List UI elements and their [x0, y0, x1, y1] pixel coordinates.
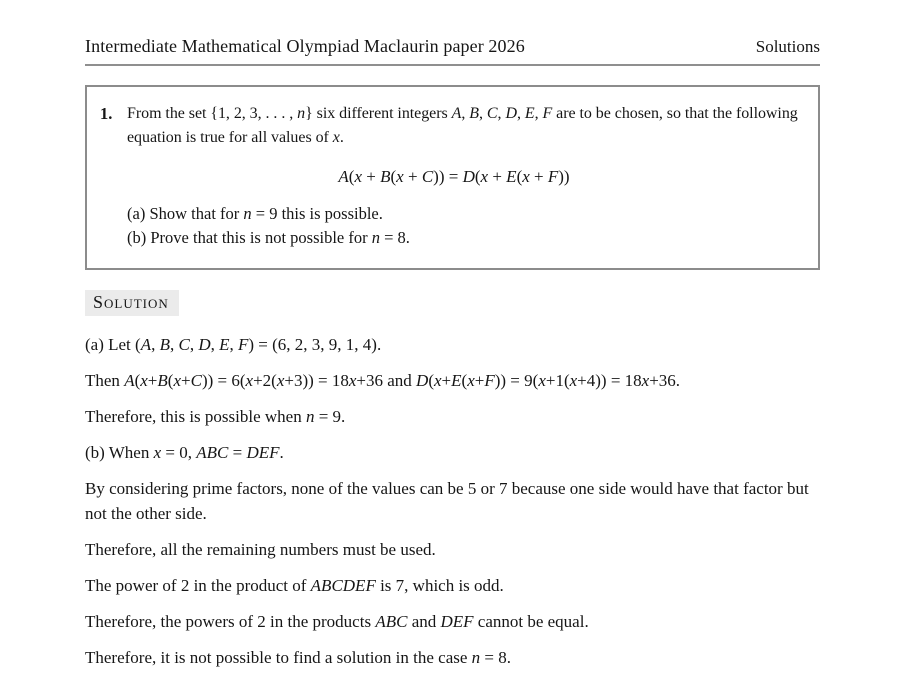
solution-paragraph-9: Therefore, it is not possible to find a solution in the case n = 8.: [85, 648, 512, 667]
problem-statement: From the set {1, 2, 3, . . . , n} six different integers A, B, C, D, E, F are to be chosen, so that the following equation is true for all values of x.: [127, 105, 798, 146]
solution-heading: [85, 290, 179, 316]
problem-part-a: (a) Show that for n = 9 this is possible.: [127, 204, 383, 223]
solution-paragraph-6: Therefore, all the remaining numbers must be used.: [85, 540, 436, 559]
solution-paragraph-4: (b) When x = 0, ABC = DEF.: [85, 443, 284, 462]
solution-paragraph-5: By considering prime factors, none of the values can be 5 or 7 because one side would have that factor but not the other side.: [85, 479, 809, 523]
problem-equation: A(x + B(x + C)) = D(x + E(x + F)): [338, 167, 570, 186]
solution-paragraph-2: Then A(x+B(x+C)) = 6(x+2(x+3)) = 18x+36 and D(x+E(x+F)) = 9(x+1(x+4)) = 18x+36.: [85, 371, 681, 390]
solutions-label: Solutions: [755, 37, 820, 56]
problem-part-b: (b) Prove that this is not possible for n = 8.: [127, 228, 410, 247]
problem-parts: [127, 202, 808, 250]
problem-box: [85, 85, 820, 270]
page-header: [85, 36, 820, 66]
solution-paragraph-7: The power of 2 in the product of ABCDEF is 7, which is odd.: [85, 576, 504, 595]
solution-paragraph-1: (a) Let (A, B, C, D, E, F) = (6, 2, 3, 9, 1, 4).: [85, 335, 382, 354]
solution-heading-label: Solution: [93, 292, 169, 312]
solution-paragraph-8: Therefore, the powers of 2 in the products ABC and DEF cannot be equal.: [85, 612, 589, 631]
paper-title: Intermediate Mathematical Olympiad Maclaurin paper 2026: [85, 36, 525, 56]
problem-number: 1.: [100, 104, 113, 123]
solution-paragraph-3: Therefore, this is possible when n = 9.: [85, 407, 346, 426]
problem-statement-row: [100, 102, 808, 150]
